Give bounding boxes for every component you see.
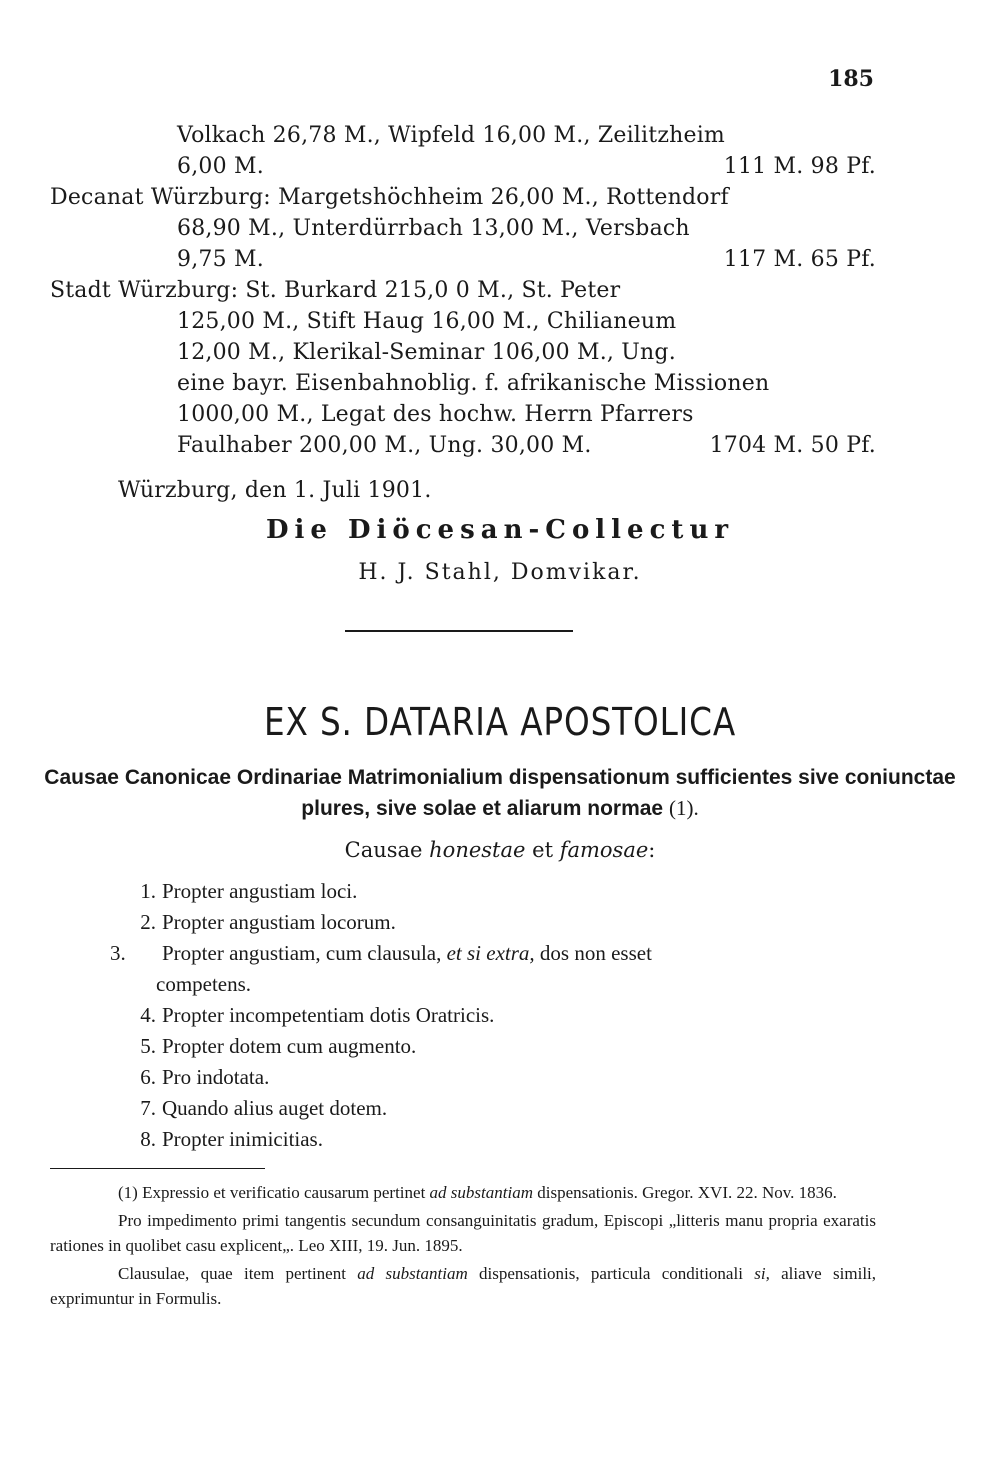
collection-entry	[50, 182, 876, 275]
footnote: (1) Expressio et verificatio causarum pertinet ad substantiam dispensationis. Gregor. XVI. 22. Nov. 1836.	[118, 1183, 837, 1202]
collector-title: Die Diöcesan-Collectur	[265, 515, 735, 545]
page-number: 185	[828, 66, 874, 92]
entry-amount: 1704 M. 50 Pf.	[709, 433, 876, 458]
entry-amount: 111 M. 98 Pf.	[723, 154, 876, 179]
collection-entry	[50, 275, 876, 461]
section-heading: EX S. DATARIA APOSTOLICA	[263, 700, 737, 744]
list-item: 8. Propter inimicitias.	[140, 1127, 323, 1151]
entry-line: 6,00 M. 111 M. 98 Pf.	[50, 151, 876, 182]
entry-line: 1000,00 M., Legat des hochw. Herrn Pfarrers	[177, 402, 694, 427]
entry-line: 68,90 M., Unterdürrbach 13,00 M., Versbach	[177, 216, 690, 241]
entry-line: 9,75 M. 117 M. 65 Pf.	[50, 244, 876, 275]
list-item: 3. Propter angustiam, cum clausula, et si extra, dos non esset	[110, 941, 652, 965]
footnotes	[50, 1180, 876, 1314]
entry-line: 12,00 M., Klerikal-Seminar 106,00 M., Ung.	[177, 340, 676, 365]
list-item: 1. Propter angustiam loci.	[140, 879, 358, 903]
entry-line: eine bayr. Eisenbahnoblig. f. afrikanische Missionen	[177, 371, 770, 396]
entry-line: Stadt Würzburg: St. Burkard 215,0 0 M., St. Peter	[50, 278, 621, 303]
entry-line: Volkach 26,78 M., Wipfeld 16,00 M., Zeilitzheim	[177, 123, 725, 148]
entry-line: Decanat Würzburg: Margetshöchheim 26,00 M., Rottendorf	[50, 185, 729, 210]
footnote: Pro impedimento primi tangentis secundum consanguinitatis gradum, Episcopi „litteris manu propria exaratis rationes in quolibet casu explicent„. Leo XIII, 19. Jun. 1895.	[50, 1211, 876, 1255]
causae-line: Causae honestae et famosae:	[344, 838, 656, 862]
footnote: Clausulae, quae item pertinent ad substantiam dispensationis, particula conditionali si, aliave simili, exprimuntur in Formulis.	[50, 1264, 877, 1308]
list-item-continuation: competens.	[156, 972, 252, 996]
divider	[345, 630, 573, 632]
list-item: 5. Propter dotem cum augmento.	[140, 1034, 417, 1058]
signer: H. J. Stahl, Domvikar.	[358, 560, 642, 585]
entry-line: Faulhaber 200,00 M., Ung. 30,00 M. 1704 M. 50 Pf.	[50, 430, 876, 461]
collection-entry	[50, 120, 876, 182]
closing-date: Würzburg, den 1. Juli 1901.	[118, 478, 432, 503]
causae-list	[110, 876, 876, 1155]
list-item: 7. Quando alius auget dotem.	[140, 1096, 388, 1120]
footnote-rule	[50, 1168, 265, 1169]
list-item: 6. Pro indotata.	[140, 1065, 270, 1089]
footnote-ref: (1).	[668, 796, 699, 820]
list-item: 2. Propter angustiam locorum.	[140, 910, 396, 934]
section-subheading: Causae Canonicae Ordinariae Matrimonialium dispensationum sufficientes sive coniunctae plures, sive solae et aliarum normae (1).	[44, 766, 956, 820]
list-item: 4. Propter incompetentiam dotis Oratricis.	[140, 1003, 495, 1027]
entry-line: 125,00 M., Stift Haug 16,00 M., Chilianeum	[177, 309, 677, 334]
entry-amount: 117 M. 65 Pf.	[723, 247, 876, 272]
